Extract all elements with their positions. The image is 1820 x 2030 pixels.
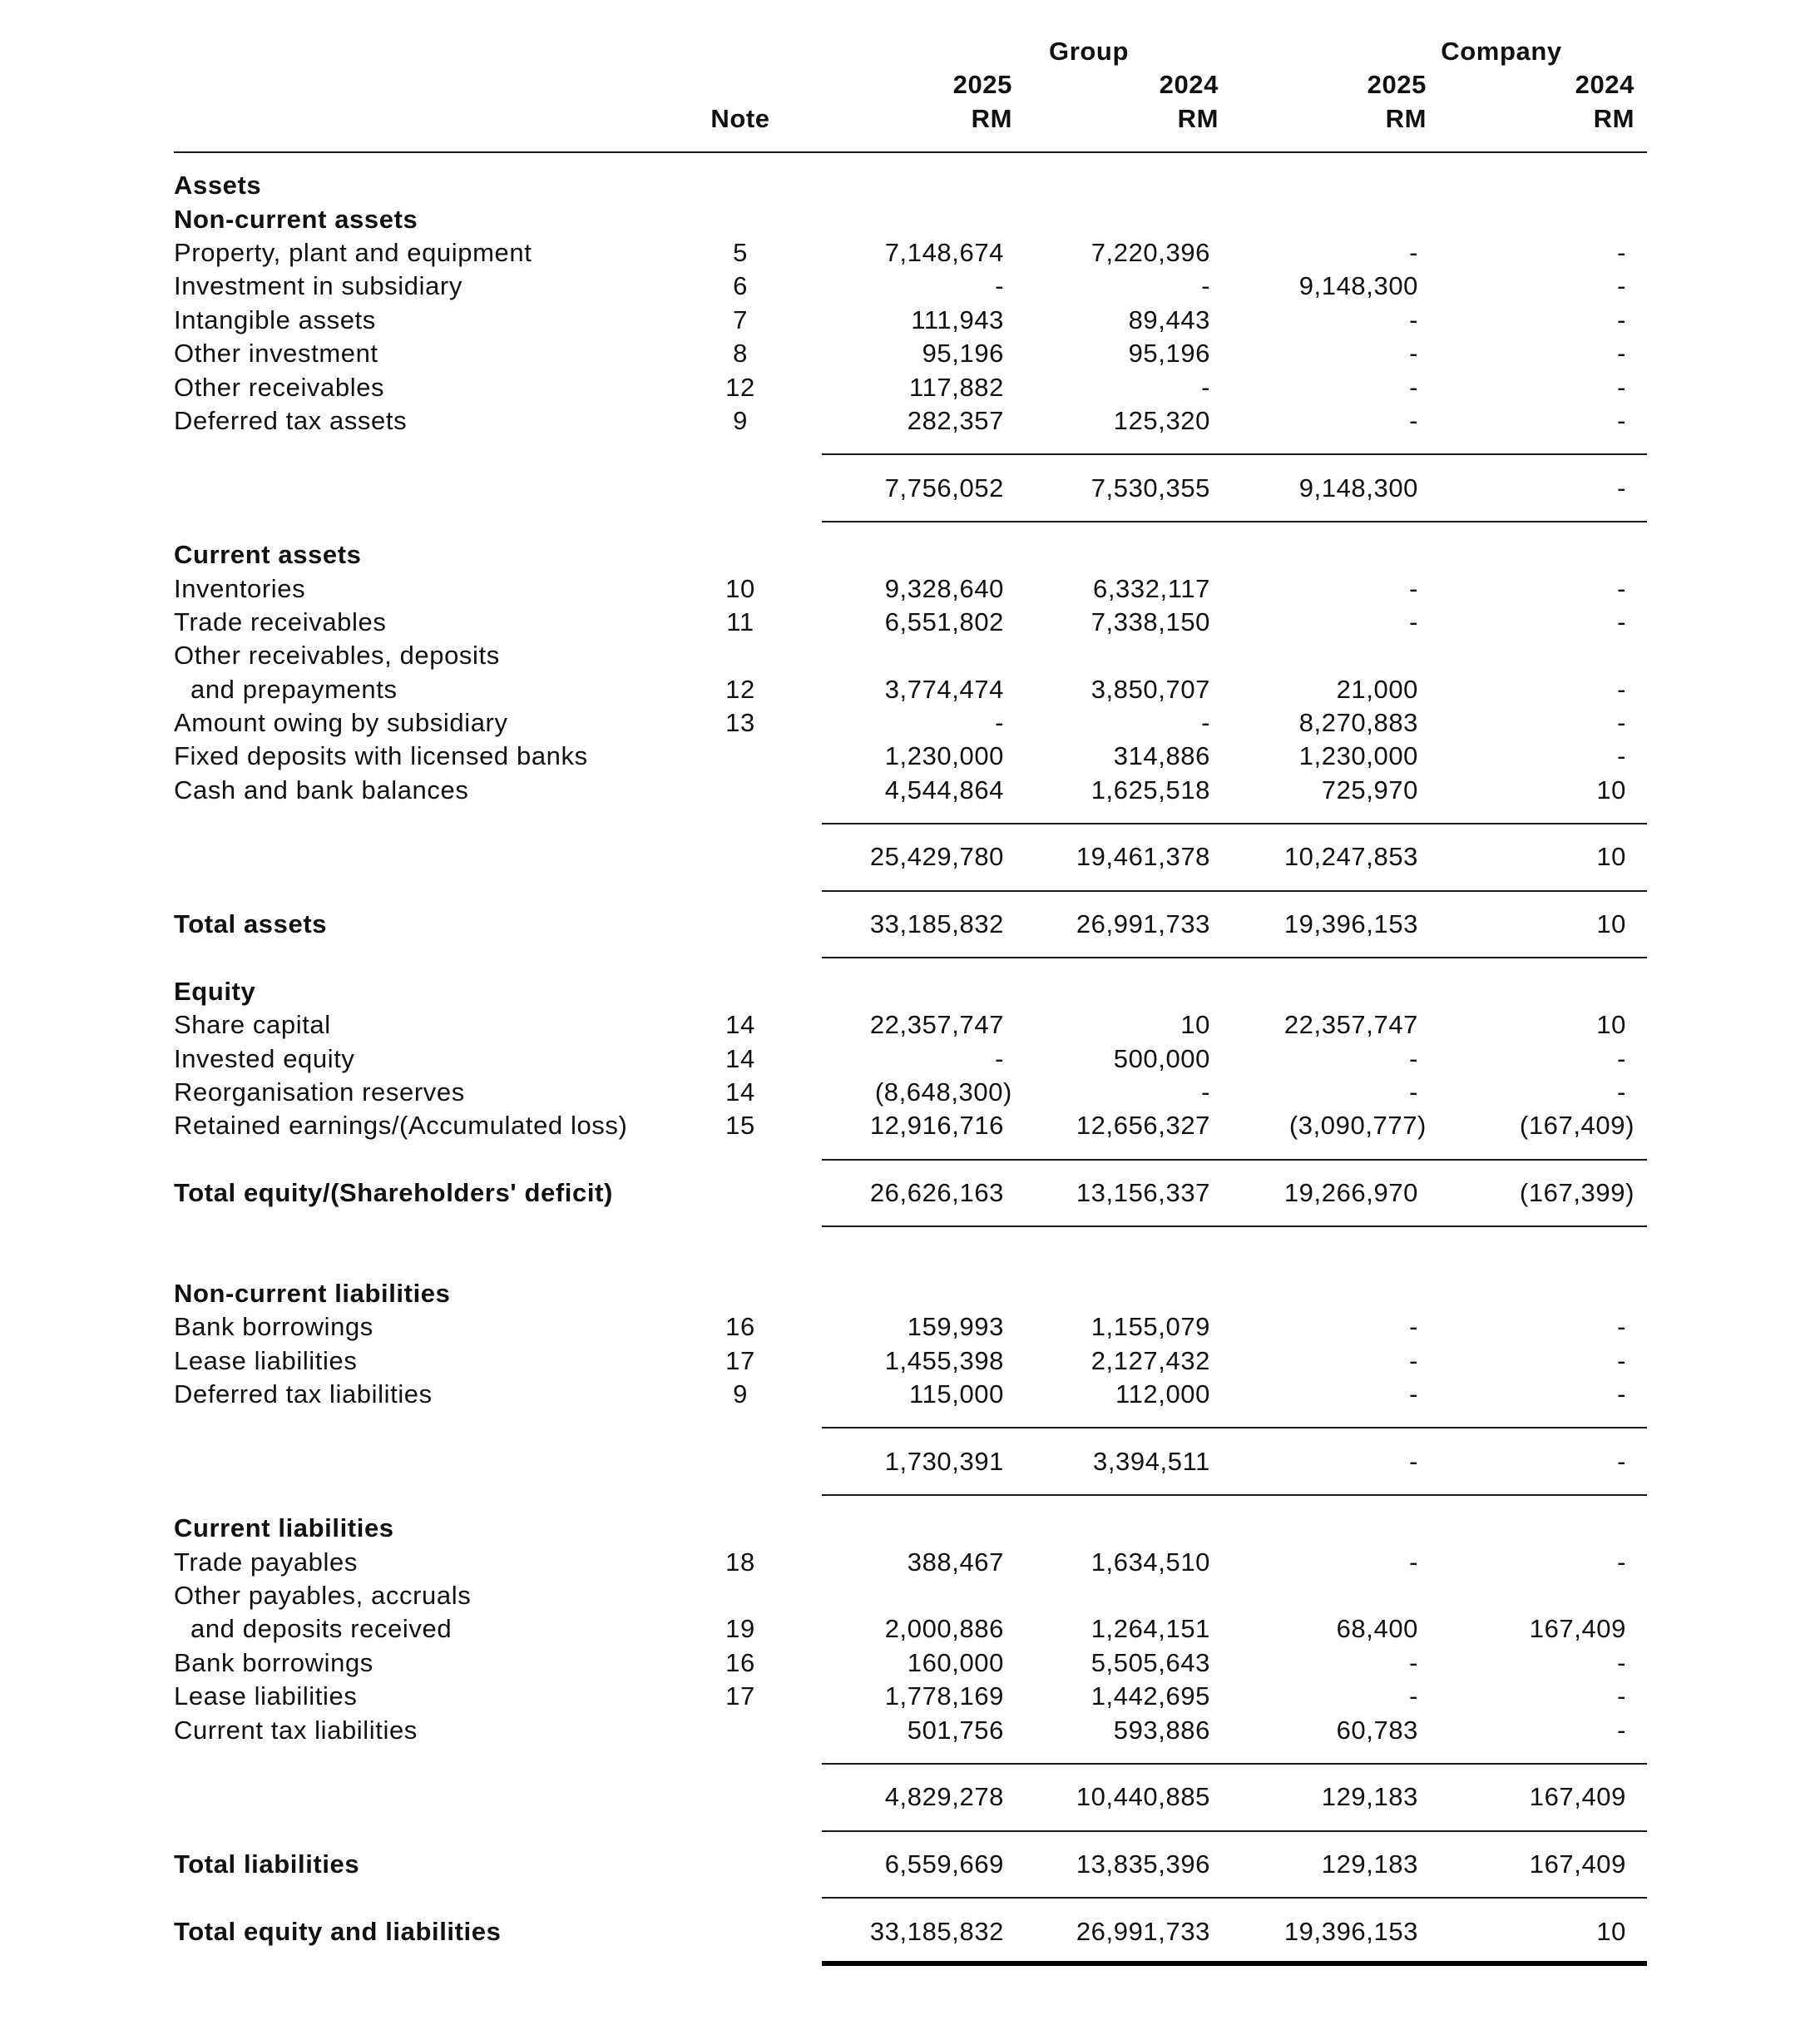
total-liabilities-group-2025: 6,559,669 [884, 1849, 1004, 1879]
row-label: Deferred tax liabilities [174, 1379, 433, 1409]
value-company-2025: - [1409, 238, 1418, 268]
note-ref: 13 [725, 708, 755, 737]
currency-header: RM [1593, 103, 1635, 133]
total-equity-liabilities-company-2025: 19,396,153 [1283, 1916, 1418, 1946]
row-label: Reorganisation reserves [174, 1077, 465, 1107]
value-company-2025: 60,783 [1336, 1715, 1418, 1745]
value-group-2025: 22,357,747 [869, 1010, 1004, 1040]
total-liabilities-row [0, 1848, 1820, 1881]
value-company-2024: - [1617, 1379, 1626, 1409]
value-company-2025: 68,400 [1336, 1614, 1418, 1644]
subtotal-rule-top [822, 1427, 1647, 1428]
total-equity-liabilities-row [0, 1915, 1820, 1948]
value-group-2025: 6,551,802 [884, 607, 1004, 636]
note-ref: 19 [725, 1614, 755, 1644]
value-company-2024: - [1617, 1681, 1626, 1711]
value-group-2025: (8,648,300) [874, 1077, 1012, 1107]
note-ref: 14 [725, 1043, 755, 1073]
value-group-2024: 125,320 [1113, 405, 1210, 435]
value-group-2025: 2,000,886 [884, 1614, 1004, 1644]
subtotal-company-2025: 10,247,853 [1283, 842, 1418, 872]
header-rule [174, 151, 1647, 153]
column-group-header [0, 35, 1820, 68]
value-group-2025: - [995, 1043, 1004, 1073]
value-company-2025: - [1409, 573, 1418, 603]
note-ref: 16 [725, 1312, 755, 1342]
row-label: Bank borrowings [174, 1312, 373, 1342]
subtotal-group-2025: 25,429,780 [869, 842, 1004, 872]
subtotal-group-2024: 10,440,885 [1076, 1782, 1210, 1812]
table-row [0, 304, 1820, 337]
subtotal-rule-bottom [822, 521, 1647, 522]
subtotal-company-2024: 167,409 [1529, 1782, 1626, 1812]
value-company-2024: - [1617, 708, 1626, 737]
value-company-2024: - [1617, 674, 1626, 704]
table-row [0, 774, 1820, 807]
value-company-2025: - [1409, 607, 1418, 636]
subtotal-rule-top [822, 1159, 1647, 1161]
table-row [0, 606, 1820, 639]
value-group-2024: 7,338,150 [1091, 607, 1210, 636]
table-row [0, 706, 1820, 740]
year-header: 2024 [1575, 70, 1635, 100]
value-group-2024: 5,505,643 [1091, 1647, 1210, 1677]
value-group-2024: 314,886 [1113, 741, 1210, 771]
table-row [0, 1546, 1820, 1579]
value-company-2024: - [1617, 607, 1626, 636]
subtotal-group-2024: 19,461,378 [1076, 842, 1210, 872]
value-company-2024: - [1617, 1547, 1626, 1577]
value-company-2025: - [1409, 372, 1418, 402]
note-ref: 14 [725, 1010, 755, 1040]
table-row [0, 1344, 1820, 1378]
value-group-2025: 1,455,398 [884, 1345, 1004, 1375]
value-company-2024: - [1617, 1345, 1626, 1375]
total-liabilities-company-2025: 129,183 [1321, 1849, 1418, 1879]
section-subtitle: Equity [174, 976, 256, 1006]
value-group-2024: 1,155,079 [1091, 1312, 1210, 1342]
value-group-2025: 12,916,716 [869, 1111, 1004, 1141]
value-group-2025: 4,544,864 [884, 775, 1004, 805]
section-title-row [0, 169, 1820, 202]
table-row [0, 673, 1820, 706]
subtotal-row [0, 840, 1820, 874]
section-title: Assets [174, 171, 262, 201]
table-row [0, 337, 1820, 370]
row-label: Trade receivables [174, 607, 387, 636]
row-label: Other payables, accruals [174, 1581, 472, 1611]
subtotal-company-2025: 129,183 [1321, 1782, 1418, 1812]
value-company-2025: - [1409, 339, 1418, 369]
table-row [0, 1714, 1820, 1747]
table-row [0, 740, 1820, 773]
total-rule [822, 957, 1647, 958]
row-label: Inventories [174, 573, 306, 603]
currency-header: RM [971, 103, 1012, 133]
value-group-2024: 500,000 [1113, 1043, 1210, 1073]
row-label: and deposits received [190, 1614, 453, 1644]
subtotal-company-2024: - [1617, 1446, 1626, 1476]
table-row [0, 1042, 1820, 1076]
section-subtitle: Non-current assets [174, 204, 418, 234]
row-label: Share capital [174, 1010, 331, 1040]
total-equity-company-2025: 19,266,970 [1283, 1177, 1418, 1207]
table-row [0, 1378, 1820, 1411]
table-row [0, 1008, 1820, 1042]
section-subtitle-row [0, 1277, 1820, 1310]
currency-header-row [0, 102, 1820, 136]
table-row [0, 572, 1820, 606]
value-company-2024: - [1617, 372, 1626, 402]
value-company-2024: - [1617, 405, 1626, 435]
year-header: 2024 [1159, 70, 1219, 100]
total-equity-company-2024: (167,399) [1519, 1177, 1635, 1207]
subtotal-company-2025: 9,148,300 [1298, 473, 1418, 503]
value-group-2025: 7,148,674 [884, 238, 1004, 268]
value-group-2025: 1,230,000 [884, 741, 1004, 771]
value-company-2025: - [1409, 1077, 1418, 1107]
value-group-2025: 115,000 [909, 1379, 1004, 1409]
currency-header: RM [1177, 103, 1219, 133]
value-group-2024: 1,625,518 [1091, 775, 1210, 805]
row-label: Other receivables, deposits [174, 641, 500, 671]
row-label: Deferred tax assets [174, 405, 408, 435]
total-equity-group-2024: 13,156,337 [1076, 1177, 1210, 1207]
row-label: Trade payables [174, 1547, 358, 1577]
value-company-2025: - [1409, 304, 1418, 334]
value-company-2024: - [1617, 304, 1626, 334]
subtotal-rule-bottom [822, 890, 1647, 892]
value-company-2024: - [1617, 271, 1626, 301]
note-ref: 12 [725, 372, 755, 402]
value-group-2025: 388,467 [907, 1547, 1004, 1577]
value-company-2024: 10 [1596, 775, 1626, 805]
row-label: Property, plant and equipment [174, 238, 532, 268]
value-company-2025: 1,230,000 [1298, 741, 1418, 771]
subtotal-group-2025: 1,730,391 [884, 1446, 1004, 1476]
value-group-2025: 95,196 [922, 339, 1004, 369]
subtotal-rule-bottom [822, 1494, 1647, 1496]
section-subtitle: Current assets [174, 540, 362, 570]
value-company-2025: 22,357,747 [1283, 1010, 1418, 1040]
note-ref: 8 [733, 339, 748, 369]
total-assets-company-2024: 10 [1596, 909, 1626, 939]
total-label: Total assets [174, 909, 328, 939]
value-group-2024: - [1201, 271, 1210, 301]
value-group-2024: 593,886 [1113, 1715, 1210, 1745]
value-company-2024: 167,409 [1529, 1614, 1626, 1644]
note-ref: 9 [733, 1379, 748, 1409]
subtotal-row [0, 1445, 1820, 1478]
value-group-2025: - [995, 708, 1004, 737]
total-assets-row [0, 908, 1820, 941]
note-ref: 16 [725, 1647, 755, 1677]
value-company-2024: - [1617, 741, 1626, 771]
row-label: Lease liabilities [174, 1681, 358, 1711]
value-company-2025: - [1409, 405, 1418, 435]
value-group-2024: 1,634,510 [1091, 1547, 1210, 1577]
row-label: Bank borrowings [174, 1647, 373, 1677]
row-label: Current tax liabilities [174, 1715, 418, 1745]
value-group-2024: - [1201, 1077, 1210, 1107]
value-group-2024: 89,443 [1128, 304, 1210, 334]
value-group-2024: 12,656,327 [1076, 1111, 1210, 1141]
total-rule [822, 1225, 1647, 1227]
subtotal-rule-top [822, 823, 1647, 824]
value-company-2025: 725,970 [1321, 775, 1418, 805]
value-company-2024: - [1617, 1043, 1626, 1073]
subtotal-company-2024: 10 [1596, 842, 1626, 872]
subtotal-group-2025: 4,829,278 [884, 1782, 1004, 1812]
total-assets-company-2025: 19,396,153 [1283, 909, 1418, 939]
note-ref: 17 [725, 1681, 755, 1711]
value-company-2025: - [1409, 1681, 1418, 1711]
value-company-2025: - [1409, 1547, 1418, 1577]
subtotal-group-2024: 7,530,355 [1091, 473, 1210, 503]
note-ref: 5 [733, 238, 748, 268]
row-label: Other receivables [174, 372, 385, 402]
value-group-2025: 111,943 [911, 304, 1004, 334]
value-company-2024: - [1617, 339, 1626, 369]
grand-total-rule [822, 1961, 1647, 1966]
value-company-2025: - [1409, 1379, 1418, 1409]
value-group-2024: - [1201, 372, 1210, 402]
total-assets-group-2025: 33,185,832 [869, 909, 1004, 939]
value-group-2024: 3,850,707 [1091, 674, 1210, 704]
value-group-2025: - [995, 271, 1004, 301]
row-label: Retained earnings/(Accumulated loss) [174, 1111, 628, 1141]
value-company-2024: - [1617, 573, 1626, 603]
table-row [0, 270, 1820, 303]
row-label: Fixed deposits with licensed banks [174, 741, 588, 771]
subtotal-row [0, 472, 1820, 505]
value-group-2024: 6,332,117 [1092, 573, 1210, 603]
currency-header: RM [1385, 103, 1427, 133]
value-group-2024: 7,220,396 [1091, 238, 1210, 268]
table-row [0, 371, 1820, 404]
section-subtitle: Non-current liabilities [174, 1278, 451, 1308]
subtotal-company-2024: - [1617, 473, 1626, 503]
value-group-2025: 1,778,169 [884, 1681, 1004, 1711]
value-group-2024: 10 [1180, 1010, 1210, 1040]
value-company-2024: (167,409) [1519, 1111, 1635, 1141]
total-label: Total equity/(Shareholders' deficit) [174, 1177, 613, 1207]
value-company-2025: 21,000 [1336, 674, 1418, 704]
total-assets-group-2024: 26,991,733 [1076, 909, 1210, 939]
table-row [0, 1612, 1820, 1646]
subtotal-rule-bottom [822, 1830, 1647, 1832]
value-group-2025: 117,882 [909, 372, 1004, 402]
note-ref: 17 [725, 1345, 755, 1375]
value-group-2024: - [1201, 708, 1210, 737]
value-group-2025: 160,000 [907, 1647, 1004, 1677]
row-label: Amount owing by subsidiary [174, 708, 508, 737]
table-row-label-line [0, 639, 1820, 672]
row-label: Cash and bank balances [174, 775, 469, 805]
company-header: Company [1441, 37, 1562, 66]
value-group-2024: 2,127,432 [1091, 1345, 1210, 1375]
table-row [0, 1076, 1820, 1109]
value-company-2024: - [1617, 1647, 1626, 1677]
note-ref: 7 [733, 304, 748, 334]
value-group-2024: 1,264,151 [1091, 1614, 1210, 1644]
section-subtitle-row [0, 975, 1820, 1008]
table-row [0, 404, 1820, 438]
total-label: Total liabilities [174, 1849, 360, 1879]
row-label: Invested equity [174, 1043, 355, 1073]
total-label: Total equity and liabilities [174, 1916, 502, 1946]
table-row-label-line [0, 1579, 1820, 1612]
value-company-2025: 9,148,300 [1298, 271, 1418, 301]
note-ref: 14 [725, 1077, 755, 1107]
value-company-2025: 8,270,883 [1298, 708, 1418, 737]
row-label: Other investment [174, 339, 378, 369]
year-header: 2025 [1367, 70, 1427, 100]
table-row [0, 236, 1820, 270]
year-header: 2025 [952, 70, 1012, 100]
value-group-2025: 9,328,640 [884, 573, 1004, 603]
row-label: and prepayments [190, 674, 398, 704]
year-header-row [0, 68, 1820, 102]
note-ref: 18 [725, 1547, 755, 1577]
subtotal-rule-top [822, 453, 1647, 455]
value-group-2024: 95,196 [1128, 339, 1210, 369]
value-company-2024: - [1617, 1715, 1626, 1745]
value-company-2025: - [1409, 1043, 1418, 1073]
subtotal-rule-top [822, 1763, 1647, 1765]
subtotal-row [0, 1780, 1820, 1814]
value-group-2025: 282,357 [907, 405, 1004, 435]
subtotal-group-2025: 7,756,052 [884, 473, 1004, 503]
subtotal-company-2025: - [1409, 1446, 1418, 1476]
total-rule [822, 1897, 1647, 1899]
value-group-2025: 501,756 [907, 1715, 1004, 1745]
row-label: Intangible assets [174, 304, 376, 334]
section-subtitle-row [0, 1512, 1820, 1545]
note-ref: 15 [725, 1111, 755, 1141]
note-ref: 9 [733, 405, 748, 435]
note-ref: 11 [726, 607, 754, 636]
section-subtitle: Current liabilities [174, 1513, 394, 1543]
row-label: Lease liabilities [174, 1345, 358, 1375]
value-group-2025: 159,993 [907, 1312, 1004, 1342]
total-liabilities-company-2024: 167,409 [1529, 1849, 1626, 1879]
section-subtitle-row [0, 203, 1820, 236]
total-equity-liabilities-company-2024: 10 [1596, 1916, 1626, 1946]
note-ref: 12 [725, 674, 755, 704]
value-company-2025: - [1409, 1647, 1418, 1677]
table-row [0, 1646, 1820, 1680]
value-group-2024: 1,442,695 [1091, 1681, 1210, 1711]
value-company-2024: 10 [1596, 1010, 1626, 1040]
value-company-2025: (3,090,777) [1288, 1111, 1427, 1141]
total-equity-liabilities-group-2024: 26,991,733 [1076, 1916, 1210, 1946]
total-equity-liabilities-group-2025: 33,185,832 [869, 1916, 1004, 1946]
note-ref: 6 [733, 271, 748, 301]
value-company-2024: - [1617, 1077, 1626, 1107]
note-ref: 10 [725, 573, 755, 603]
subtotal-group-2024: 3,394,511 [1092, 1446, 1210, 1476]
table-row [0, 1310, 1820, 1344]
value-group-2025: 3,774,474 [884, 674, 1004, 704]
section-subtitle-row [0, 538, 1820, 572]
table-row [0, 1680, 1820, 1713]
value-company-2025: - [1409, 1345, 1418, 1375]
value-group-2024: 112,000 [1115, 1379, 1210, 1409]
total-equity-group-2025: 26,626,163 [869, 1177, 1004, 1207]
row-label: Investment in subsidiary [174, 271, 462, 301]
value-company-2024: - [1617, 238, 1626, 268]
group-header: Group [1049, 37, 1129, 66]
table-row [0, 1109, 1820, 1142]
total-equity-row [0, 1176, 1820, 1210]
note-header: Note [710, 103, 770, 133]
value-company-2025: - [1409, 1312, 1418, 1342]
total-liabilities-group-2024: 13,835,396 [1076, 1849, 1210, 1879]
value-company-2024: - [1617, 1312, 1626, 1342]
